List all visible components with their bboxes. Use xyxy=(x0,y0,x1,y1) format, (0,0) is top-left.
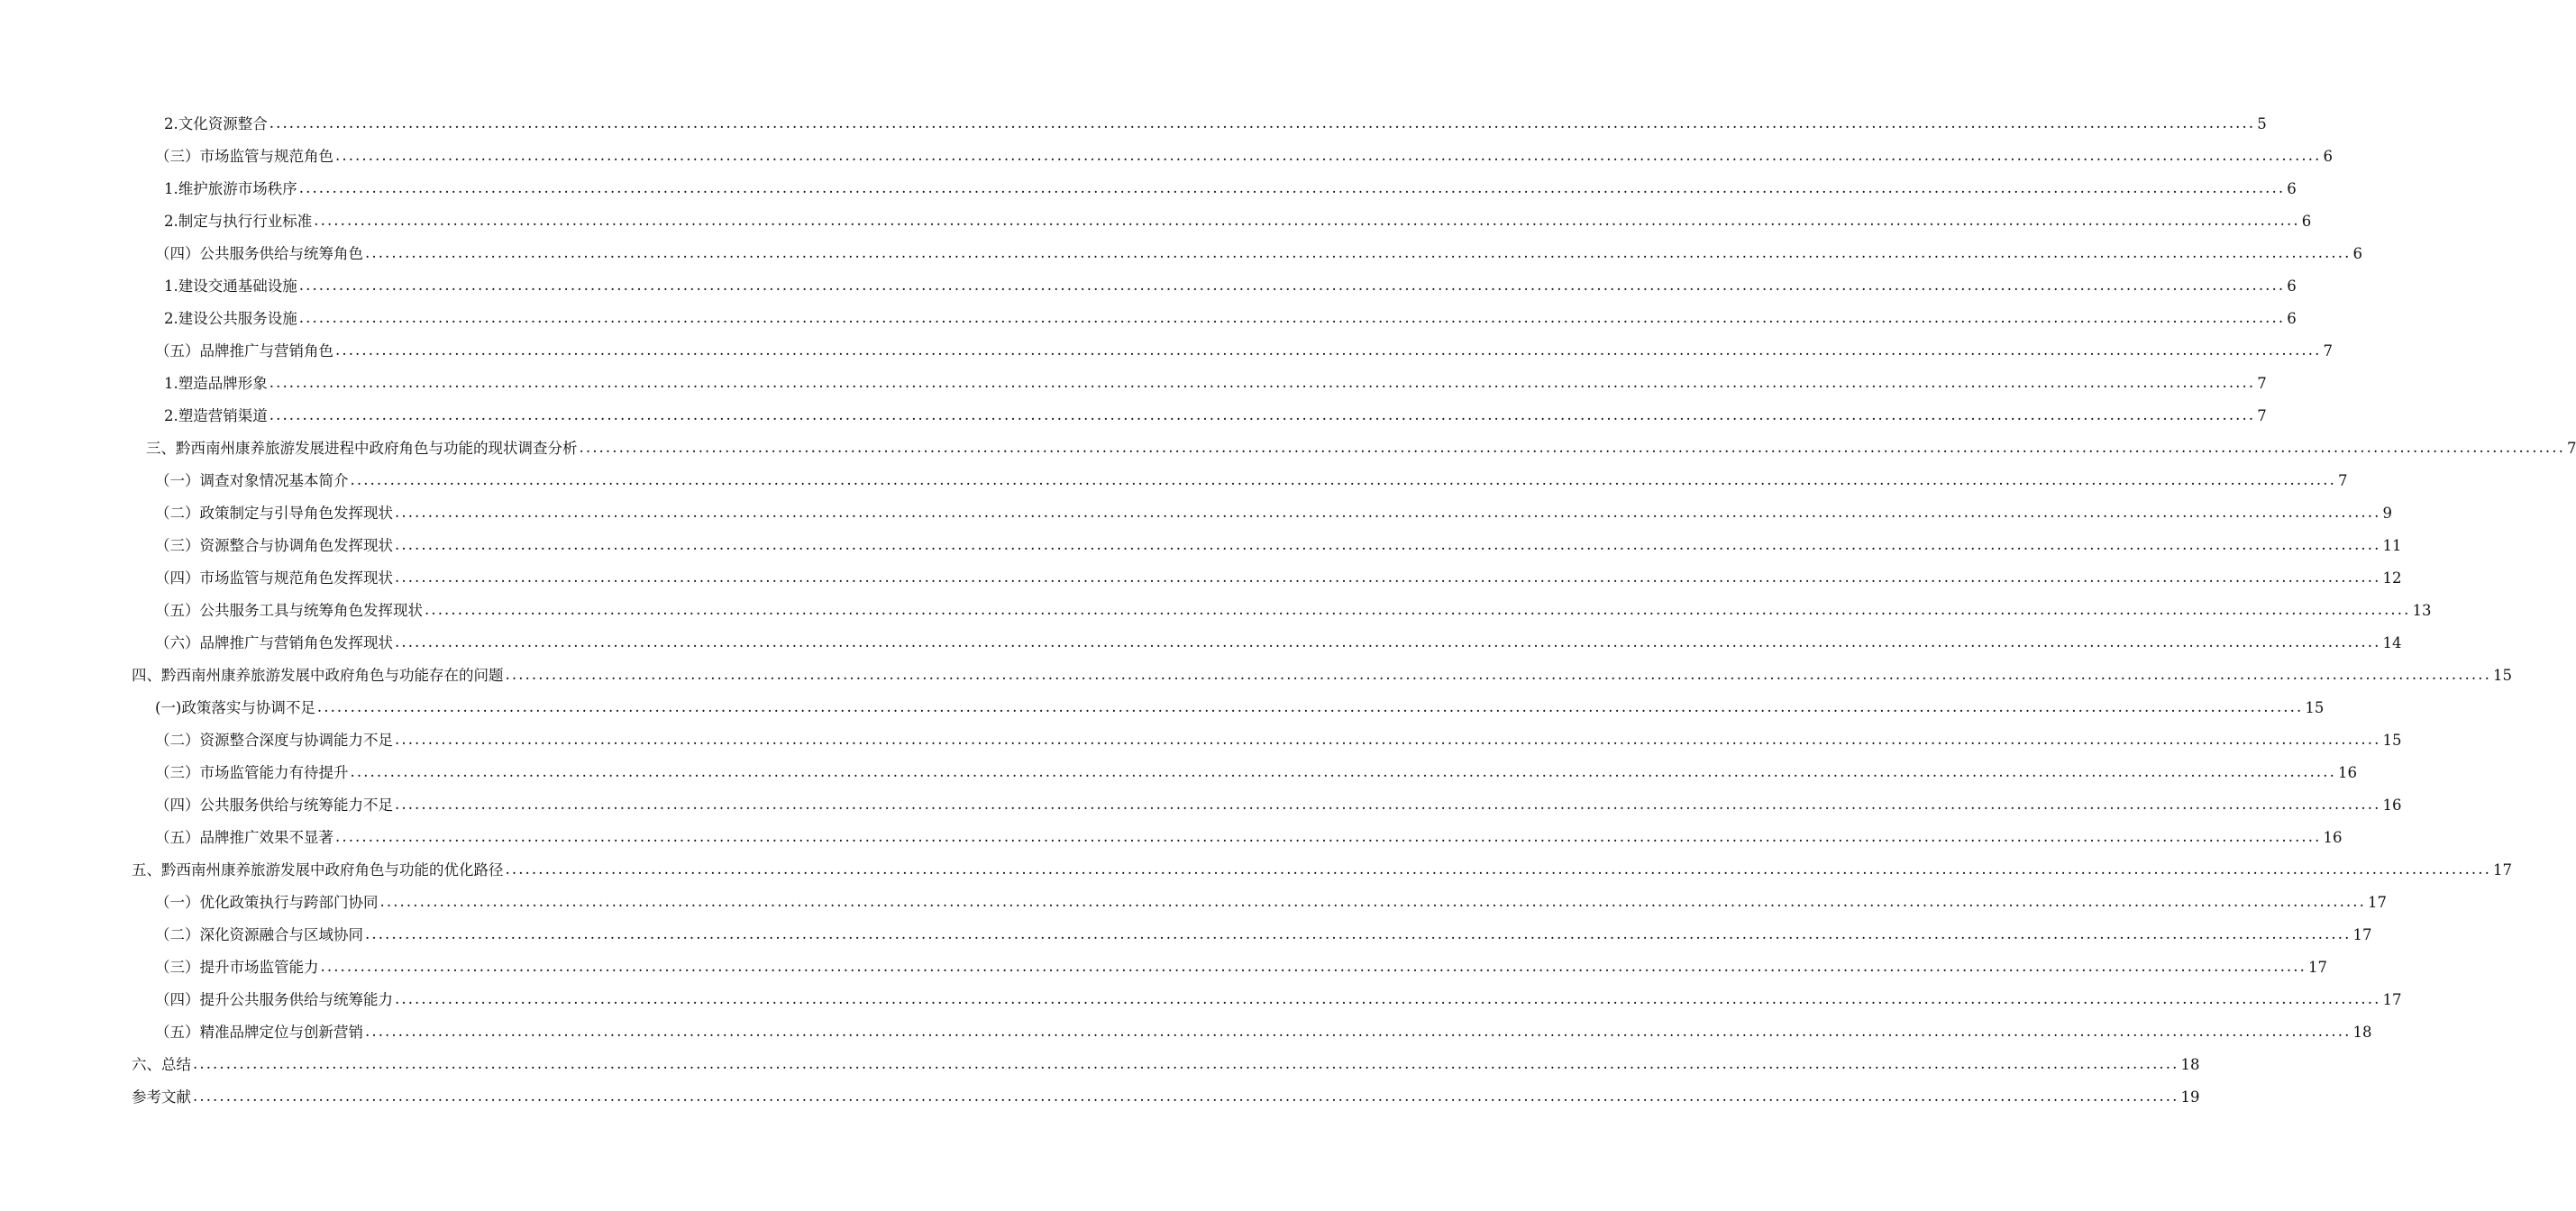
toc-entry-title: 1.建设交通基础设施 xyxy=(164,278,297,295)
toc-entry-page-number: 17 xyxy=(2307,959,2327,976)
toc-dot-leader: ............................................................................................................................................................................................................................................................................................................ xyxy=(365,925,2352,942)
toc-entry-title: 2.塑造营销渠道 xyxy=(164,407,268,424)
toc-dot-leader: ............................................................................................................................................................................................................................................................................................................ xyxy=(350,471,2336,488)
toc-entry-page-number: 9 xyxy=(2382,505,2392,522)
toc-entry[interactable] xyxy=(132,854,2512,887)
toc-entry-title: 2.制定与执行行业标准 xyxy=(164,213,313,230)
toc-entry[interactable] xyxy=(132,660,2512,692)
toc-dot-leader: ............................................................................................................................................................................................................................................................................................................ xyxy=(395,990,2381,1007)
toc-entry-title: 1.维护旅游市场秩序 xyxy=(164,180,297,197)
toc-entry-page-number: 6 xyxy=(2287,278,2297,295)
toc-dot-leader: ............................................................................................................................................................................................................................................................................................................ xyxy=(320,958,2307,975)
toc-entry-title: （三）资源整合与协调角色发挥现状 xyxy=(155,537,393,554)
toc-dot-leader: ............................................................................................................................................................................................................................................................................................................ xyxy=(314,212,2300,229)
toc-entry[interactable] xyxy=(164,303,2297,335)
toc-entry-page-number: 16 xyxy=(2337,764,2357,781)
toc-dot-leader: ............................................................................................................................................................................................................................................................................................................ xyxy=(269,406,2256,423)
toc-entry[interactable] xyxy=(155,562,2402,595)
toc-entry-page-number: 17 xyxy=(2382,991,2402,1008)
toc-dot-leader: ............................................................................................................................................................................................................................................................................................................ xyxy=(193,1088,2179,1105)
toc-entry-title: （一）优化政策执行与跨部门协同 xyxy=(155,894,379,911)
toc-entry[interactable] xyxy=(155,1016,2372,1049)
toc-entry-page-number: 13 xyxy=(2412,602,2432,619)
toc-entry[interactable] xyxy=(155,692,2325,724)
toc-dot-leader: ............................................................................................................................................................................................................................................................................................................ xyxy=(425,601,2411,618)
toc-entry-page-number: 17 xyxy=(2492,861,2512,879)
toc-entry-title: 1.塑造品牌形象 xyxy=(164,375,268,392)
toc-entry[interactable] xyxy=(132,1049,2200,1081)
toc-entry-page-number: 18 xyxy=(2180,1056,2200,1073)
toc-entry-title: 五、黔西南州康养旅游发展中政府角色与功能的优化路径 xyxy=(132,861,504,879)
toc-entry[interactable] xyxy=(164,108,2267,141)
toc-entry-title: 三、黔西南州康养旅游发展进程中政府角色与功能的现状调查分析 xyxy=(146,440,578,457)
toc-entry-title: （二）资源整合深度与协调能力不足 xyxy=(155,732,393,749)
toc-dot-leader: ............................................................................................................................................................................................................................................................................................................ xyxy=(298,309,2286,326)
toc-dot-leader: ............................................................................................................................................................................................................................................................................................................ xyxy=(579,439,2565,456)
toc-entry[interactable] xyxy=(155,238,2362,270)
toc-entry[interactable] xyxy=(155,335,2333,368)
toc-entry-page-number: 17 xyxy=(2352,926,2372,943)
toc-dot-leader: ............................................................................................................................................................................................................................................................................................................ xyxy=(395,504,2381,521)
toc-entry-title: （四）公共服务供给与统筹角色 xyxy=(155,245,363,262)
toc-entry-page-number: 16 xyxy=(2323,829,2343,846)
toc-entry-title: （三）提升市场监管能力 xyxy=(155,959,319,976)
toc-dot-leader: ............................................................................................................................................................................................................................................................................................................ xyxy=(395,569,2381,586)
toc-entry[interactable] xyxy=(155,627,2402,660)
toc-entry-title: （四）公共服务供给与统筹能力不足 xyxy=(155,797,393,814)
toc-entry[interactable] xyxy=(132,1081,2200,1114)
toc-entry-title: 四、黔西南州康养旅游发展中政府角色与功能存在的问题 xyxy=(132,667,504,684)
toc-entry[interactable] xyxy=(146,432,2576,465)
toc-entry-page-number: 6 xyxy=(2287,180,2297,197)
toc-entry-title: （四）市场监管与规范角色发挥现状 xyxy=(155,569,393,587)
toc-entry[interactable] xyxy=(164,368,2267,400)
toc-entry[interactable] xyxy=(155,919,2372,952)
toc-dot-leader: ............................................................................................................................................................................................................................................................................................................ xyxy=(298,277,2286,294)
toc-dot-leader: ............................................................................................................................................................................................................................................................................................................ xyxy=(505,666,2491,683)
toc-dot-leader: ............................................................................................................................................................................................................................................................................................................ xyxy=(395,796,2381,813)
toc-entry[interactable] xyxy=(155,530,2402,562)
toc-entry-page-number: 12 xyxy=(2382,569,2402,587)
toc-entry[interactable] xyxy=(155,141,2333,173)
toc-dot-leader: ............................................................................................................................................................................................................................................................................................................ xyxy=(335,147,2322,164)
toc-entry[interactable] xyxy=(155,497,2392,530)
toc-entry-page-number: 11 xyxy=(2382,537,2402,554)
toc-entry-page-number: 17 xyxy=(2367,894,2387,911)
toc-entry-title: （五）品牌推广与营销角色 xyxy=(155,342,333,360)
toc-dot-leader: ............................................................................................................................................................................................................................................................................................................ xyxy=(335,828,2322,845)
toc-dot-leader: ............................................................................................................................................................................................................................................................................................................ xyxy=(298,179,2286,196)
toc-entry-title: 参考文献 xyxy=(132,1088,191,1106)
toc-dot-leader: ............................................................................................................................................................................................................................................................................................................ xyxy=(335,341,2322,359)
toc-entry-page-number: 7 xyxy=(2337,472,2348,489)
toc-entry[interactable] xyxy=(164,270,2297,303)
toc-entry-page-number: 19 xyxy=(2180,1088,2200,1106)
toc-dot-leader: ............................................................................................................................................................................................................................................................................................................ xyxy=(505,860,2491,878)
toc-entry-page-number: 18 xyxy=(2352,1024,2372,1041)
toc-entry-page-number: 6 xyxy=(2287,310,2297,327)
toc-entry[interactable] xyxy=(155,887,2387,919)
toc-entry[interactable] xyxy=(155,595,2432,627)
toc-entry-title: （三）市场监管与规范角色 xyxy=(155,148,333,165)
toc-entry-page-number: 15 xyxy=(2492,667,2512,684)
toc-entry[interactable] xyxy=(155,465,2348,497)
toc-entry-page-number: 7 xyxy=(2323,342,2333,360)
toc-entry-page-number: 15 xyxy=(2382,732,2402,749)
toc-entry-title: （六）品牌推广与营销角色发挥现状 xyxy=(155,634,393,651)
toc-dot-leader: ............................................................................................................................................................................................................................................................................................................ xyxy=(316,698,2304,715)
toc-dot-leader: ............................................................................................................................................................................................................................................................................................................ xyxy=(395,536,2381,553)
toc-entry-page-number: 6 xyxy=(2323,148,2333,165)
toc-entry-page-number: 14 xyxy=(2382,634,2402,651)
toc-entry-page-number: 7 xyxy=(2566,440,2576,457)
toc-dot-leader: ............................................................................................................................................................................................................................................................................................................ xyxy=(365,1023,2352,1040)
toc-entry[interactable] xyxy=(164,205,2312,238)
toc-entry[interactable] xyxy=(155,789,2402,822)
toc-entry-page-number: 6 xyxy=(2352,245,2362,262)
toc-entry-title: （五）公共服务工具与统筹角色发挥现状 xyxy=(155,602,423,619)
toc-entry[interactable] xyxy=(155,724,2402,757)
toc-entry-page-number: 7 xyxy=(2257,407,2267,424)
toc-dot-leader: ............................................................................................................................................................................................................................................................................................................ xyxy=(379,893,2366,910)
toc-entry-title: （五）精准品牌定位与创新营销 xyxy=(155,1024,363,1041)
toc-entry-title: （二）政策制定与引导角色发挥现状 xyxy=(155,505,393,522)
toc-dot-leader: ............................................................................................................................................................................................................................................................................................................ xyxy=(269,114,2256,132)
toc-entry[interactable] xyxy=(164,400,2267,432)
table-of-contents xyxy=(0,108,2576,1114)
toc-dot-leader: ............................................................................................................................................................................................................................................................................................................ xyxy=(350,763,2336,780)
toc-entry[interactable] xyxy=(155,757,2357,789)
toc-entry-page-number: 15 xyxy=(2305,699,2325,716)
toc-entry-title: 六、总结 xyxy=(132,1056,191,1073)
toc-entry-title: （四）提升公共服务供给与统筹能力 xyxy=(155,991,393,1008)
toc-entry-page-number: 16 xyxy=(2382,797,2402,814)
toc-entry-page-number: 7 xyxy=(2257,375,2267,392)
toc-entry-title: （一）调查对象情况基本简介 xyxy=(155,472,349,489)
toc-dot-leader: ............................................................................................................................................................................................................................................................................................................ xyxy=(365,244,2352,261)
toc-entry-title: 2.文化资源整合 xyxy=(164,115,268,132)
toc-entry-page-number: 5 xyxy=(2257,115,2267,132)
toc-dot-leader: ............................................................................................................................................................................................................................................................................................................ xyxy=(193,1055,2179,1072)
toc-entry-title: (一)政策落实与协调不足 xyxy=(155,699,315,716)
toc-entry[interactable] xyxy=(155,822,2343,854)
toc-entry-title: （五）品牌推广效果不显著 xyxy=(155,829,333,846)
toc-dot-leader: ............................................................................................................................................................................................................................................................................................................ xyxy=(269,374,2256,391)
toc-entry[interactable] xyxy=(155,952,2327,984)
toc-entry-title: （三）市场监管能力有待提升 xyxy=(155,764,349,781)
toc-entry[interactable] xyxy=(155,984,2402,1016)
toc-dot-leader: ............................................................................................................................................................................................................................................................................................................ xyxy=(395,633,2381,651)
toc-entry-page-number: 6 xyxy=(2301,213,2312,230)
toc-dot-leader: ............................................................................................................................................................................................................................................................................................................ xyxy=(395,731,2381,748)
toc-entry-title: 2.建设公共服务设施 xyxy=(164,310,297,327)
toc-entry-title: （二）深化资源融合与区域协同 xyxy=(155,926,363,943)
toc-entry[interactable] xyxy=(164,173,2297,205)
